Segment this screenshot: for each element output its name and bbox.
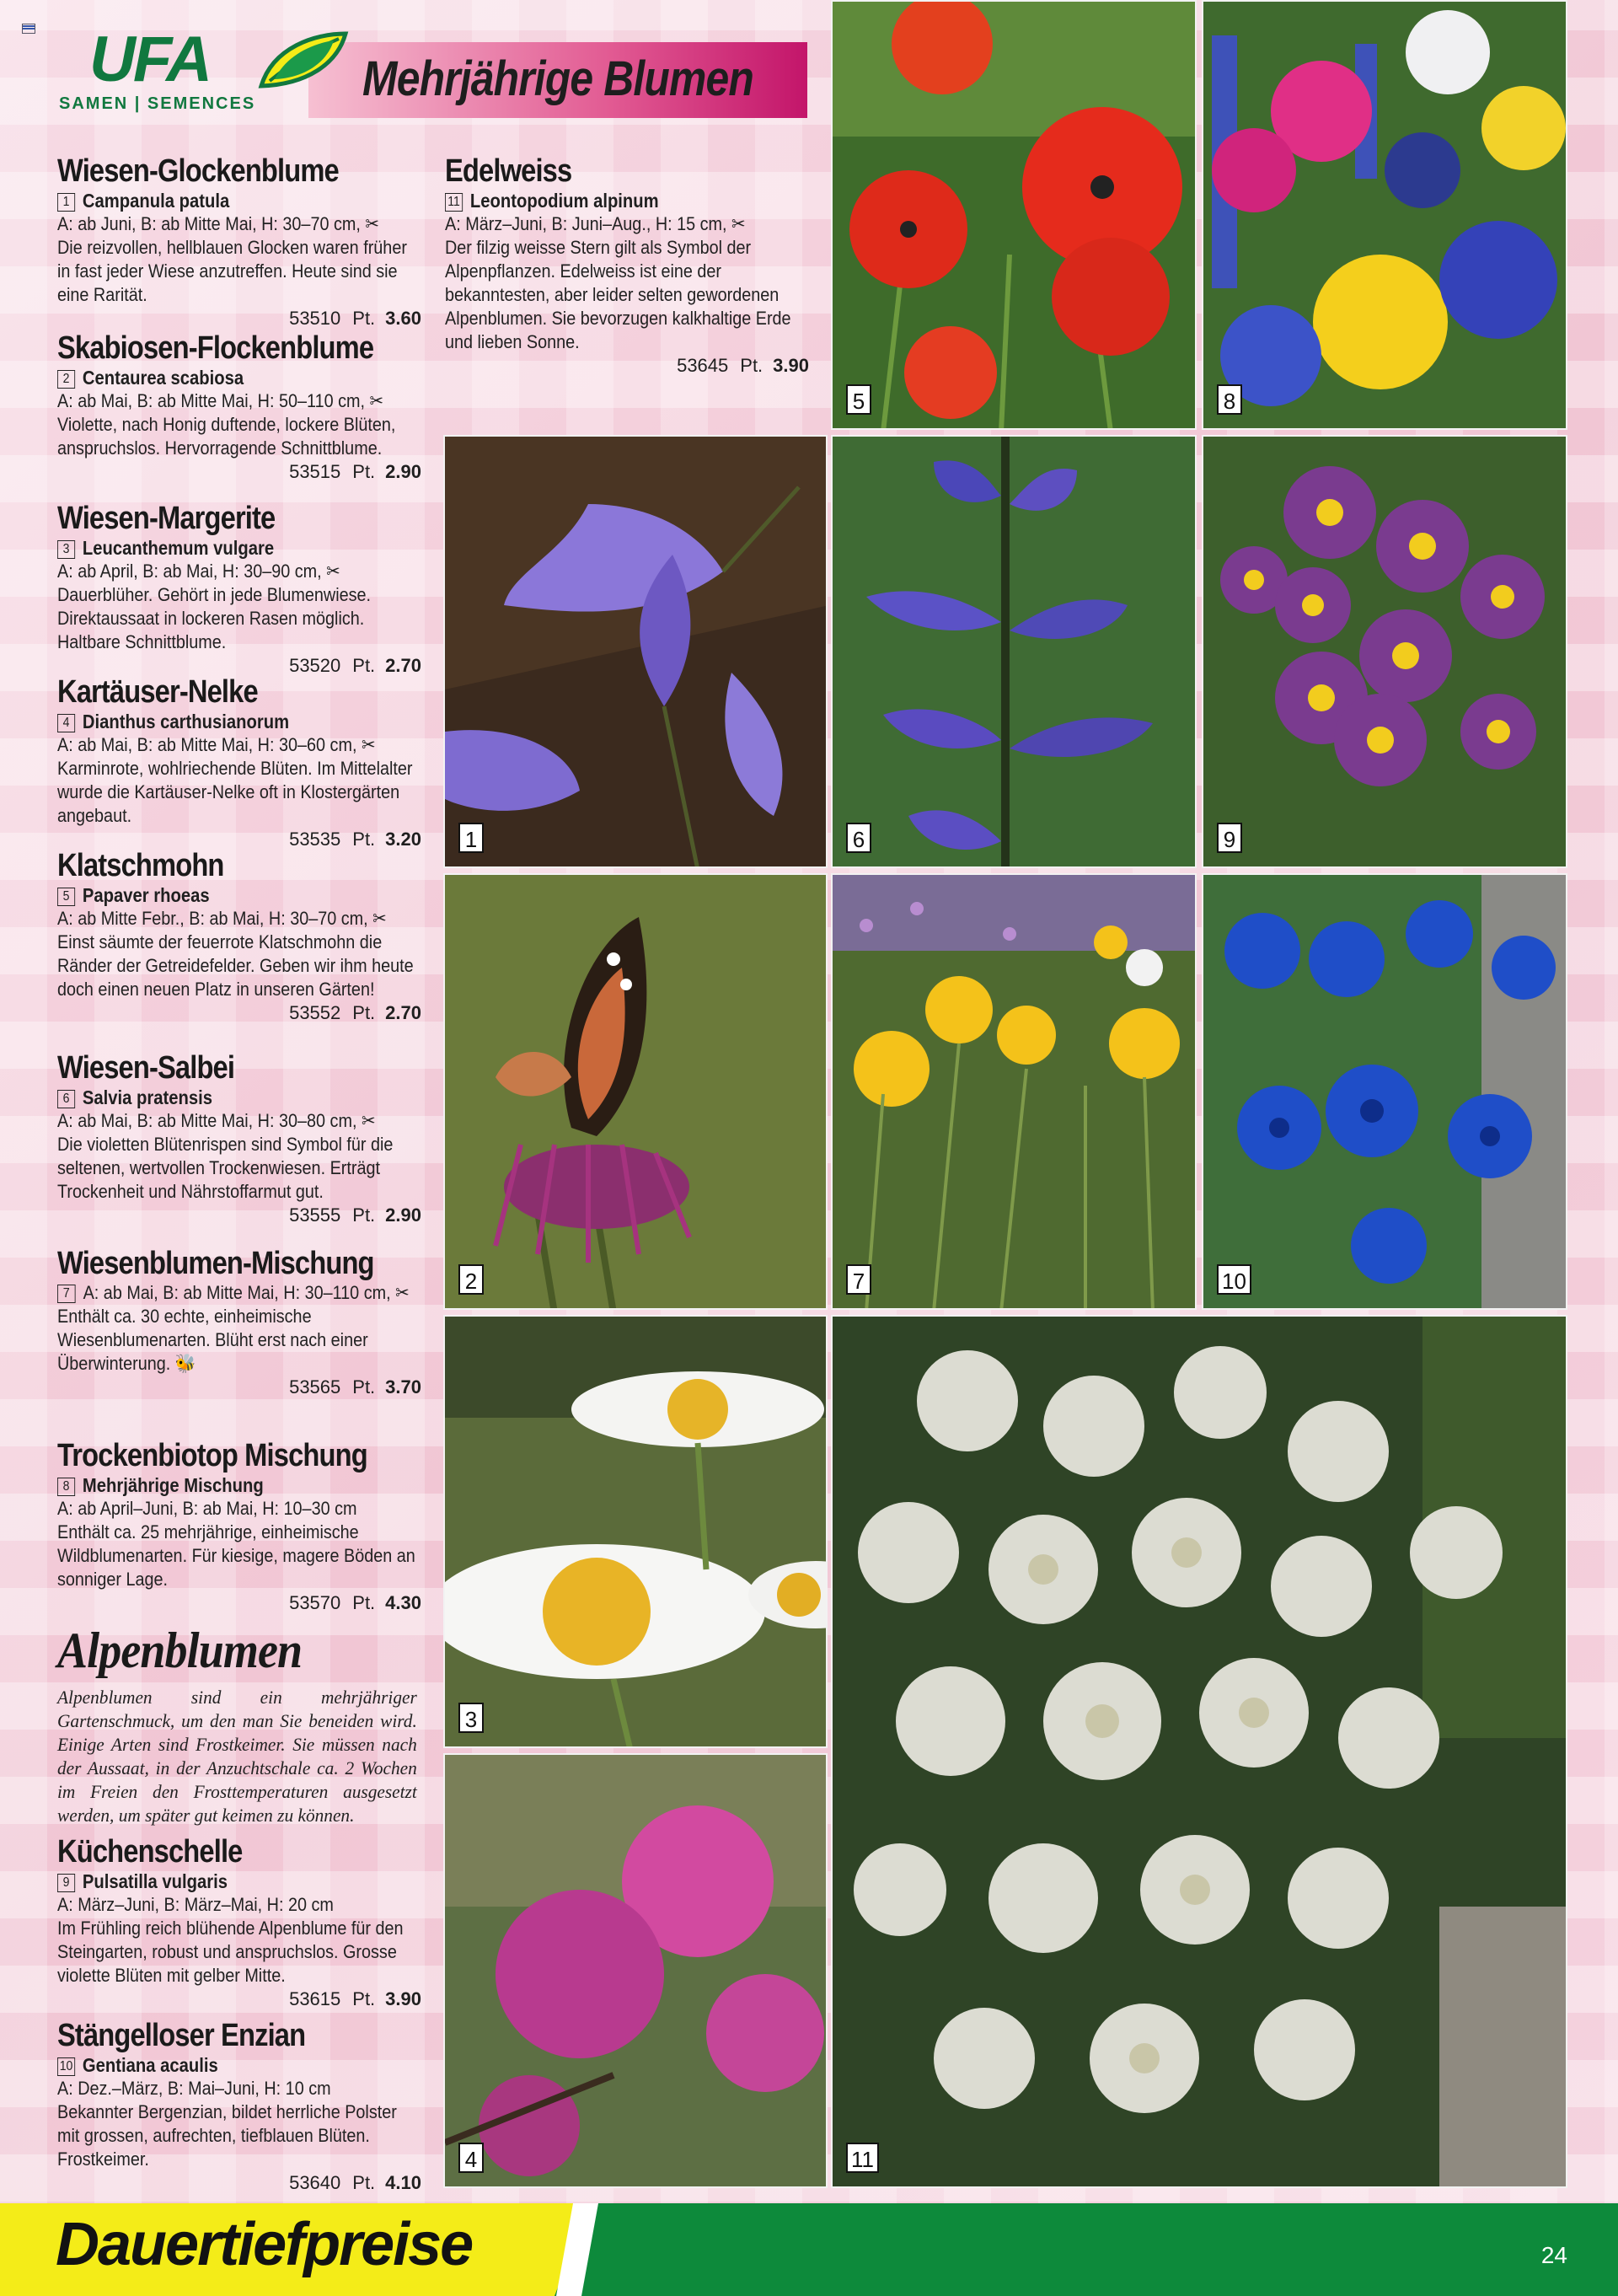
product-entry	[445, 153, 809, 378]
daisy-illustration	[445, 1317, 828, 1748]
article-number: 53555	[289, 1204, 341, 1226]
photo-gentiana	[1202, 873, 1567, 1310]
photo-ref-badge: 3	[57, 540, 75, 559]
unit-label: Pt.	[352, 1376, 376, 1397]
price: 3.20	[385, 829, 421, 850]
article-number: 53640	[289, 2172, 341, 2193]
product-latin-name: 11 Leontopodium alpinum	[445, 189, 765, 212]
product-name: Trockenbiotop Mischung	[57, 1438, 367, 1473]
product-entry	[57, 1050, 421, 1227]
photo-edelweiss	[831, 1315, 1567, 2188]
product-description: Dauerblüher. Gehört in jede Blumenwiese. Direktaussaat in lockeren Rasen möglich. Haltbare Schnittblume.	[57, 584, 372, 652]
product-entry	[57, 1834, 421, 2011]
sage-illustration	[833, 437, 1197, 868]
photo-ref-badge: 11	[445, 193, 463, 212]
product-order-line	[57, 307, 421, 330]
price: 2.70	[385, 655, 421, 676]
price: 2.90	[385, 1204, 421, 1226]
photo-number-badge: 1	[458, 823, 484, 853]
edelweiss-illustration	[833, 1317, 1567, 2188]
product-order-line	[57, 2171, 421, 2195]
unit-label: Pt.	[352, 1988, 376, 2009]
product-order-line	[57, 1376, 421, 1399]
photo-number-badge: 9	[1217, 823, 1242, 853]
footer-slogan: Dauertiefpreise	[56, 2211, 473, 2278]
unit-label: Pt.	[352, 308, 376, 329]
photo-number-badge: 7	[846, 1264, 871, 1295]
product-entry	[57, 1438, 421, 1615]
product-description: Die reizvollen, hellblauen Glocken waren früher in fast jeder Wiese anzutreffen. Heute sind sie eine Rarität.	[57, 237, 407, 305]
photo-number-badge: 11	[846, 2143, 879, 2173]
article-number: 53565	[289, 1376, 341, 1397]
article-number: 53510	[289, 308, 341, 329]
product-entry	[57, 330, 421, 484]
product-description: Einst säumte der feuerrote Klatschmohn die Ränder der Getreidefelder. Geben wir ihm heute doch einen neuen Platz in unseren Gärten!	[57, 931, 414, 1000]
unit-label: Pt.	[352, 1592, 376, 1613]
product-description: Violette, nach Honig duftende, lockere Blüten, anspruchslos. Hervorragende Schnittblume.	[57, 414, 396, 459]
photo-ref-badge: 1	[57, 193, 75, 212]
leaf-logo-icon	[256, 30, 349, 91]
photo-centaurea	[443, 873, 828, 1310]
product-latin-name: 2 Centaurea scabiosa	[57, 366, 378, 389]
product-sowing-info: A: März–Juni, B: Juni–Aug., H: 15 cm, ✂	[445, 213, 746, 234]
photo-campanula	[443, 435, 828, 868]
logo-subtitle: SAMEN | SEMENCES	[59, 94, 256, 113]
page-number: 24	[1540, 2242, 1567, 2268]
carnation-illustration	[445, 1755, 828, 2188]
product-entry	[57, 501, 421, 678]
price: 4.30	[385, 1592, 421, 1613]
section-title-alpenblumen: Alpenblumen	[57, 1623, 303, 1678]
product-entry	[57, 153, 421, 330]
photo-ref-badge: 4	[57, 714, 75, 732]
product-entry	[57, 1246, 421, 1399]
photo-leucanthemum	[443, 1315, 828, 1748]
product-description: Bekannter Bergenzian, bildet herrliche Polster mit grossen, aufrechten, tiefblauen Blüten. Frostkeimer.	[57, 2101, 397, 2170]
product-order-line	[57, 1001, 421, 1025]
product-sowing-info: A: Dez.–März, B: Mai–Juni, H: 10 cm	[57, 2078, 331, 2099]
product-latin-name: 1 Campanula patula	[57, 189, 378, 212]
photo-number-badge: 5	[846, 384, 871, 415]
price: 2.70	[385, 1002, 421, 1023]
product-latin-name: 6 Salvia pratensis	[57, 1086, 378, 1109]
photo-wiesenblumen	[831, 873, 1197, 1310]
unit-label: Pt.	[352, 1002, 376, 1023]
photo-number-badge: 10	[1217, 1264, 1251, 1295]
photo-number-badge: 6	[846, 823, 871, 853]
product-order-line	[445, 354, 809, 378]
product-sowing-info: A: ab Mitte Febr., B: ab Mai, H: 30–70 cm, ✂	[57, 908, 387, 929]
product-latin-name: 9 Pulsatilla vulgaris	[57, 1870, 378, 1893]
product-name: Stängelloser Enzian	[57, 2018, 306, 2053]
product-name: Wiesen-Salbei	[57, 1050, 235, 1086]
product-order-line	[57, 1591, 421, 1615]
article-number: 53570	[289, 1592, 341, 1613]
product-description: Enthält ca. 30 echte, einheimische Wiesenblumenarten. Blüht erst nach einer Überwinterung. 🐝	[57, 1306, 368, 1374]
product-entry	[57, 674, 421, 851]
photo-trockenbiotop	[1202, 0, 1567, 430]
photo-number-badge: 8	[1217, 384, 1242, 415]
photo-ref-badge: 5	[57, 888, 75, 906]
section-intro: Alpenblumen sind ein mehrjähriger Gartenschmuck, um den man Sie beneiden wird. Einige Arten sind Frostkeimer. Sie müssen nach der Aussaat, in der Anzuchtschale ca. 2 Wochen im Freien den Frosttemperaturen ausgesetzt werden, um später gut keimen zu können.	[57, 1687, 417, 1826]
product-name: Wiesen-Margerite	[57, 501, 276, 536]
price: 2.90	[385, 461, 421, 482]
photo-poppy	[831, 0, 1197, 430]
page-header	[56, 25, 807, 123]
product-description: Im Frühling reich blühende Alpenblume für den Steingarten, robust und anspruchslos. Grosse violette Blüten mit gelber Mitte.	[57, 1918, 404, 1986]
product-description: Der filzig weisse Stern gilt als Symbol der Alpenpflanzen. Edelweiss ist eine der bekanntesten, aber leider selten gewordenen Alpenblumen. Sie bevorzugen kalkhaltige Erde und lieben Sonne.	[445, 237, 791, 352]
product-latin-name: 10 Gentiana acaulis	[57, 2053, 378, 2077]
meadow-illustration	[833, 875, 1197, 1310]
price: 3.70	[385, 1376, 421, 1397]
product-sowing-info: 7 A: ab Mai, B: ab Mitte Mai, H: 30–110 cm, ✂	[57, 1281, 421, 1305]
language-flag-icon	[22, 24, 35, 34]
bellflower-illustration	[445, 437, 828, 868]
product-name: Wiesenblumen-Mischung	[57, 1246, 374, 1281]
product-order-line	[57, 1204, 421, 1227]
price: 4.10	[385, 2172, 421, 2193]
product-name: Skabiosen-Flockenblume	[57, 330, 374, 366]
photo-ref-badge: 2	[57, 370, 75, 389]
knapweed-butterfly-illustration	[445, 875, 828, 1310]
photo-number-badge: 3	[458, 1703, 484, 1733]
photo-ref-badge: 7	[57, 1285, 76, 1303]
product-latin-name: 3 Leucanthemum vulgare	[57, 536, 378, 560]
product-sowing-info: A: ab Mai, B: ab Mitte Mai, H: 30–60 cm, ✂	[57, 734, 376, 755]
product-sowing-info: A: ab April, B: ab Mai, H: 30–90 cm, ✂	[57, 561, 340, 582]
unit-label: Pt.	[352, 1204, 376, 1226]
product-name: Küchenschelle	[57, 1834, 243, 1870]
article-number: 53535	[289, 829, 341, 850]
product-sowing-info: A: ab Mai, B: ab Mitte Mai, H: 50–110 cm, ✂	[57, 390, 384, 411]
article-number: 53615	[289, 1988, 341, 2009]
ufa-logo-word: UFA	[89, 24, 210, 95]
article-number: 53520	[289, 655, 341, 676]
pasqueflower-illustration	[1203, 437, 1567, 868]
product-sowing-info: A: März–Juni, B: März–Mai, H: 20 cm	[57, 1894, 334, 1915]
product-name: Klatschmohn	[57, 848, 224, 883]
product-latin-name: 5 Papaver rhoeas	[57, 883, 378, 907]
price: 3.90	[385, 1988, 421, 2009]
product-order-line	[57, 460, 421, 484]
photo-salvia	[831, 435, 1197, 868]
photo-dianthus	[443, 1753, 828, 2188]
article-number: 53552	[289, 1002, 341, 1023]
price: 3.90	[773, 355, 809, 376]
product-entry	[57, 848, 421, 1025]
unit-label: Pt.	[740, 355, 763, 376]
product-sowing-info: A: ab April–Juni, B: ab Mai, H: 10–30 cm	[57, 1498, 357, 1519]
product-sowing-info: A: ab Mai, B: ab Mitte Mai, H: 30–80 cm, ✂	[57, 1110, 376, 1131]
product-entry	[57, 2018, 421, 2195]
product-latin-name: 8 Mehrjährige Mischung	[57, 1473, 378, 1497]
page-title: Mehrjährige Blumen	[362, 51, 754, 106]
unit-label: Pt.	[352, 2172, 376, 2193]
product-description: Enthält ca. 25 mehrjährige, einheimische Wildblumenarten. Für kiesige, magere Böden an sonniger Lage.	[57, 1521, 415, 1590]
article-number: 53515	[289, 461, 341, 482]
photo-ref-badge: 8	[57, 1478, 75, 1496]
product-name: Wiesen-Glockenblume	[57, 153, 339, 189]
product-sowing-info: A: ab Juni, B: ab Mitte Mai, H: 30–70 cm, ✂	[57, 213, 379, 234]
product-name: Edelweiss	[445, 153, 572, 189]
product-name: Kartäuser-Nelke	[57, 674, 258, 710]
product-order-line	[57, 1988, 421, 2011]
article-number: 53645	[677, 355, 729, 376]
photo-number-badge: 4	[458, 2143, 484, 2173]
photo-ref-badge: 9	[57, 1874, 75, 1892]
photo-ref-badge: 10	[57, 2057, 75, 2076]
product-latin-name: 4 Dianthus carthusianorum	[57, 710, 378, 733]
mixed-flowers-illustration	[1203, 2, 1567, 430]
unit-label: Pt.	[352, 655, 376, 676]
unit-label: Pt.	[352, 461, 376, 482]
poppy-illustration	[833, 2, 1197, 430]
photo-number-badge: 2	[458, 1264, 484, 1295]
gentian-illustration	[1203, 875, 1567, 1310]
price: 3.60	[385, 308, 421, 329]
photo-ref-badge: 6	[57, 1090, 75, 1108]
photo-pulsatilla	[1202, 435, 1567, 868]
product-description: Die violetten Blütenrispen sind Symbol für die seltenen, wertvollen Trockenwiesen. Erträgt Trockenheit und Nährstoffarmut gut.	[57, 1134, 394, 1202]
product-description: Karminrote, wohlriechende Blüten. Im Mittelalter wurde die Kartäuser-Nelke oft in Klostergärten angebaut.	[57, 758, 413, 826]
unit-label: Pt.	[352, 829, 376, 850]
